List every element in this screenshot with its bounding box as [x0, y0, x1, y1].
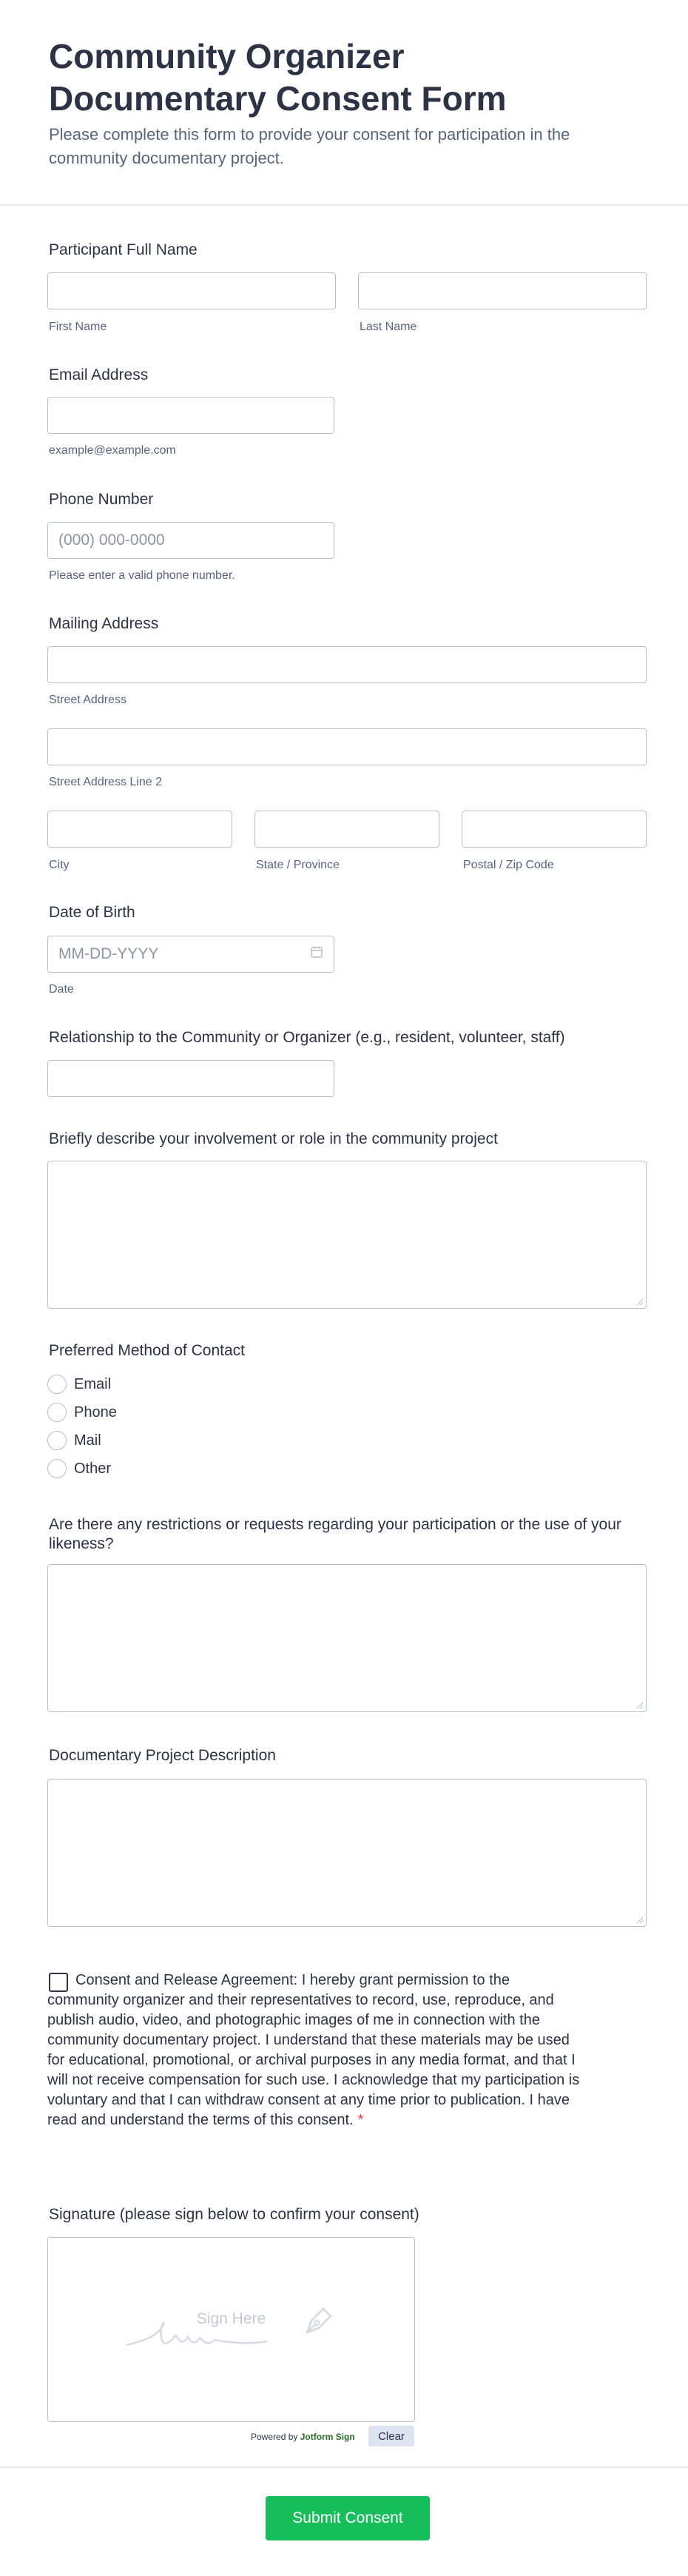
radio-label: Phone: [74, 1403, 117, 1421]
project-description-label: Documentary Project Description: [49, 1747, 276, 1764]
restrictions-label: Are there any restrictions or requests regarding your participation or the use of your likeness?: [49, 1516, 621, 1552]
contact-label: Preferred Method of Contact: [49, 1342, 245, 1359]
resize-grip-icon[interactable]: [636, 1702, 644, 1709]
radio-button[interactable]: [47, 1403, 67, 1422]
address-label: Mailing Address: [49, 615, 159, 632]
dob-input[interactable]: [47, 936, 334, 973]
form-header: [0, 0, 688, 206]
relationship-input[interactable]: [47, 1060, 334, 1097]
email-sublabel: example@example.com: [49, 444, 176, 457]
required-asterisk: *: [357, 2112, 364, 2128]
dob-sublabel: Date: [49, 983, 74, 996]
full-name-label: Participant Full Name: [49, 241, 198, 258]
street-address-line2-input[interactable]: [47, 728, 647, 765]
involvement-label: Briefly describe your involvement or role in the community project: [49, 1130, 498, 1147]
radio-label: Other: [74, 1460, 112, 1477]
radio-label: Email: [74, 1375, 112, 1392]
first-name-sublabel: First Name: [49, 321, 107, 333]
signature-placeholder: Sign Here: [196, 2310, 266, 2327]
signature-pad[interactable]: [47, 2237, 415, 2422]
powered-by-text: Powered by: [251, 2432, 298, 2442]
relationship-label: Relationship to the Community or Organizer (e.g., resident, volunteer, staff): [49, 1029, 565, 1046]
radio-option-phone[interactable]: [47, 1403, 117, 1422]
resize-grip-icon[interactable]: [636, 1916, 644, 1924]
first-name-input[interactable]: [47, 272, 336, 309]
phone-input[interactable]: (000) 000-0000: [47, 522, 334, 559]
submit-button[interactable]: Submit Consent: [266, 2496, 430, 2540]
state-input[interactable]: [254, 811, 439, 848]
zip-sublabel: Postal / Zip Code: [463, 859, 554, 871]
project-description-textarea[interactable]: [47, 1779, 647, 1927]
city-input[interactable]: [47, 811, 232, 848]
consent-agreement-text: Consent and Release Agreement: I hereby grant permission to the community organizer and their representatives to record, use, reproduce, and publish audio, video, and photographic images of me in connection with the community documentary project. I understand that these materials may be used for educational, promotional, or archival purposes in any media format, and that I will not receive compensation for such use. I acknowledge that my participation is voluntary and that I can withdraw consent at any time prior to publication. I have read and understand the terms of this consent.: [47, 1972, 580, 2128]
zip-input[interactable]: [462, 811, 647, 848]
street-address-input[interactable]: [47, 646, 647, 683]
form-title: Community Organizer Documentary Consent Form: [49, 37, 507, 118]
street-address-line2-sublabel: Street Address Line 2: [49, 776, 162, 788]
clear-signature-button[interactable]: Clear: [368, 2426, 414, 2446]
radio-label: Mail: [74, 1432, 101, 1449]
radio-button[interactable]: [47, 1375, 67, 1394]
last-name-sublabel: Last Name: [360, 321, 417, 333]
radio-option-email[interactable]: [47, 1375, 111, 1394]
radio-button[interactable]: [47, 1431, 67, 1450]
signature-label: Signature (please sign below to confirm your consent): [49, 2206, 419, 2223]
pen-nib-icon: [301, 2303, 337, 2338]
phone-sublabel: Please enter a valid phone number.: [49, 569, 235, 582]
form-subtitle: Please complete this form to provide your consent for participation in the community documentary project.: [49, 125, 570, 167]
city-sublabel: City: [49, 859, 70, 871]
resize-grip-icon[interactable]: [636, 1298, 644, 1306]
footer-divider: [0, 2466, 688, 2468]
last-name-input[interactable]: [358, 272, 647, 309]
state-sublabel: State / Province: [256, 859, 340, 871]
email-input[interactable]: [47, 397, 334, 434]
radio-button[interactable]: [47, 1459, 67, 1478]
involvement-textarea[interactable]: [47, 1161, 647, 1309]
radio-option-other[interactable]: [47, 1459, 111, 1478]
street-address-sublabel: Street Address: [49, 694, 127, 706]
dob-label: Date of Birth: [49, 904, 135, 921]
consent-text: [47, 1970, 580, 2130]
powered-by: [251, 2432, 355, 2442]
restrictions-textarea[interactable]: [47, 1564, 647, 1712]
calendar-icon[interactable]: [310, 945, 323, 963]
email-label: Email Address: [49, 366, 149, 383]
jotform-sign-logo[interactable]: Jotform Sign: [300, 2432, 355, 2442]
dob-placeholder: MM-DD-YYYY: [58, 945, 159, 962]
radio-option-mail[interactable]: [47, 1431, 101, 1450]
phone-label: Phone Number: [49, 491, 154, 508]
